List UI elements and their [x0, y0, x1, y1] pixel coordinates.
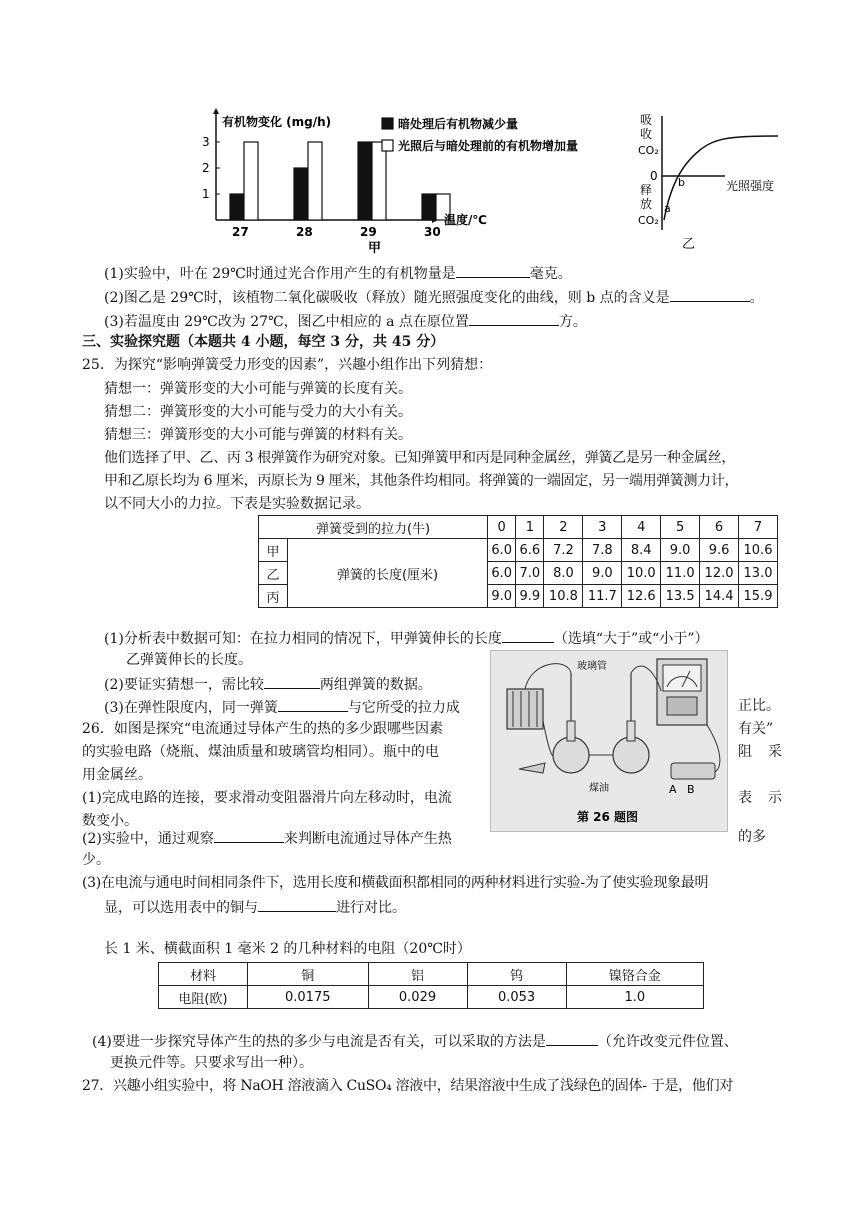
value-cell: 12.0 — [700, 562, 739, 585]
q26-line-2: 的实验电路（烧瓶、煤油质量和玻璃管均相同）。瓶中的电 — [82, 744, 439, 760]
legend-swatch — [382, 140, 393, 151]
header-cell: 铝 — [368, 963, 467, 986]
q26-1-end2: 示 — [768, 790, 782, 806]
spring-data-table — [258, 515, 778, 608]
row-name: 丙 — [259, 585, 288, 608]
header-cell: 钨 — [467, 963, 566, 986]
q26-2: (2)实验中，通过观察 来判断电流通过导体产生热 — [82, 831, 452, 847]
answer-blank[interactable] — [469, 313, 559, 326]
q25-3: (3)在弹性限度内，同一弹簧 与它所受的拉力成 — [104, 700, 460, 716]
answer-blank[interactable] — [670, 289, 750, 302]
x-tick-label: 30 — [424, 225, 441, 239]
ylabel-top-1: 吸 — [640, 113, 653, 127]
resistance-table — [158, 962, 704, 1009]
q26-3-cont: 显，可以选用表中的铜与 进行对比。 — [104, 900, 406, 916]
figure-caption-jia: 甲 — [368, 241, 382, 254]
value-cell: 9.0 — [488, 585, 516, 608]
value-cell: 10.6 — [738, 539, 777, 562]
row-name: 乙 — [259, 562, 288, 585]
q25-paragraph-3: 以不同大小的力拉。下表是实验数据记录。 — [104, 496, 370, 512]
q26-1-cont: 数变小。 — [82, 813, 138, 829]
header-cell: 铜 — [248, 963, 369, 986]
row-name: 甲 — [259, 539, 288, 562]
guess-2: 猜想二：弹簧形变的大小可能与受力的大小有关。 — [104, 404, 412, 420]
q25-3-end: 正比。 — [738, 698, 780, 714]
force-cell: 3 — [583, 516, 622, 539]
force-cell: 4 — [622, 516, 661, 539]
q26-line-2-end2: 采 — [768, 744, 782, 760]
flask-icon — [553, 737, 589, 773]
table-row — [159, 986, 704, 1009]
bar — [308, 142, 322, 220]
bar — [422, 194, 436, 220]
value-cell: 10.0 — [622, 562, 661, 585]
rheostat-icon — [671, 763, 715, 779]
y-axis-arrow — [213, 108, 219, 114]
header-cell: 镍铬合金 — [566, 963, 703, 986]
circuit-figure — [490, 650, 728, 832]
answer-blank[interactable] — [214, 830, 284, 843]
bar — [372, 142, 386, 220]
answer-blank[interactable] — [258, 899, 336, 912]
answer-blank[interactable] — [278, 699, 348, 712]
q25-paragraph-2: 甲和乙原长均为 6 厘米，丙原长为 9 厘米，其他条件均相同。将弹簧的一端固定，另一端用弹簧测力计， — [104, 473, 739, 489]
flask-icon — [613, 737, 649, 773]
bar — [244, 142, 258, 220]
value-cell: 15.9 — [738, 585, 777, 608]
label-a: A — [669, 783, 677, 796]
y-axis-label: 有机物变化 (mg/h) — [222, 115, 332, 129]
q24-1: (1)实验中，叶在 29℃时通过光合作用产生的有机物量是 毫克。 — [104, 266, 572, 282]
value-cell: 9.6 — [700, 539, 739, 562]
value-cell: 7.2 — [544, 539, 583, 562]
point-label-b: b — [678, 176, 685, 189]
q26-1-end1: 表 — [738, 790, 752, 806]
q26-line-3: 用金属丝。 — [82, 767, 152, 783]
battery-icon — [507, 689, 543, 729]
q25-title: 25．为探究“影响弹簧受力形变的因素”，兴趣小组作出下列猜想： — [82, 357, 493, 373]
x-tick-label: 27 — [232, 225, 249, 239]
force-cell: 6 — [700, 516, 739, 539]
origin-label: 0 — [650, 169, 658, 183]
q24-3: (3)若温度由 29℃改为 27℃，图乙中相应的 a 点在原位置 方。 — [104, 314, 587, 330]
x-axis-label: 温度/℃ — [444, 213, 487, 227]
y-tick-label: 3 — [202, 135, 210, 149]
row-label: 电阻(欧) — [159, 986, 248, 1009]
force-cell: 0 — [488, 516, 516, 539]
figure-caption-yi: 乙 — [682, 237, 696, 252]
value-cell: 1.0 — [566, 986, 703, 1009]
header-cell: 材料 — [159, 963, 248, 986]
value-cell: 12.6 — [622, 585, 661, 608]
value-cell: 7.0 — [516, 562, 544, 585]
bar-chart-jia — [200, 104, 620, 254]
force-cell: 2 — [544, 516, 583, 539]
force-cell: 7 — [738, 516, 777, 539]
q25-2: (2)要证实猜想一，需比较 两组弹簧的数据。 — [104, 677, 432, 693]
table-row — [259, 539, 778, 562]
co2-curve-yi — [630, 108, 790, 254]
answer-blank[interactable] — [456, 265, 530, 278]
q25-paragraph-1: 他们选择了甲、乙、丙 3 根弹簧作为研究对象。已知弹簧甲和丙是同种金属丝，弹簧乙是另一种金属丝， — [104, 450, 736, 466]
value-cell: 8.4 — [622, 539, 661, 562]
value-cell: 9.9 — [516, 585, 544, 608]
point-label-a: a — [664, 202, 671, 215]
q27-line-1: 27．兴趣小组实验中，将 NaOH 溶液滴入 CuSO₄ 溶液中，结果溶液中生成了浅绿色的固体- 于是，他们对 — [82, 1078, 733, 1094]
ylabel-bot-1: 释 — [640, 183, 653, 197]
header-force-label: 弹簧受到的拉力(牛) — [259, 516, 488, 539]
value-cell: 0.0175 — [248, 986, 369, 1009]
bar — [230, 194, 244, 220]
legend-swatch — [382, 118, 393, 129]
bar — [358, 142, 372, 220]
q26-1: (1)完成电路的连接，要求滑动变阻器滑片向左移动时，电流 — [82, 790, 452, 806]
force-cell: 1 — [516, 516, 544, 539]
force-cell: 5 — [661, 516, 700, 539]
value-cell: 0.053 — [467, 986, 566, 1009]
section-heading-3: 三、实验探究题（本题共 4 小题，每空 3 分，共 45 分） — [82, 334, 445, 350]
ylabel-bot-2: 放 — [640, 197, 653, 211]
label-b: B — [687, 783, 695, 796]
q26-2-cont: 少。 — [82, 852, 110, 868]
value-cell: 13.5 — [661, 585, 700, 608]
q26-3: (3)在电流与通电时间相同条件下，选用长度和横截面积都相同的两种材料进行实验-为了使实验现象最明 — [82, 875, 709, 891]
q25-1-cont: 乙弹簧伸长的长度。 — [126, 652, 252, 668]
y-tick-label: 1 — [202, 187, 210, 201]
length-label: 弹簧的长度(厘米) — [288, 539, 488, 608]
answer-blank[interactable] — [546, 1033, 598, 1046]
x-tick-label: 29 — [360, 225, 377, 239]
value-cell: 9.0 — [661, 539, 700, 562]
value-cell: 11.7 — [583, 585, 622, 608]
q24-2: (2)图乙是 29℃时，该植物二氧化碳吸收（释放）随光照强度变化的曲线，则 b 点的含义是 。 — [104, 290, 764, 306]
ylabel-top-3: CO₂ — [638, 144, 659, 157]
value-cell: 6.0 — [488, 539, 516, 562]
q25-1: (1)分析表中数据可知：在拉力相同的情况下，甲弹簧伸长的长度 （选填“大于”或“小于”） — [104, 631, 709, 647]
value-cell: 9.0 — [583, 562, 622, 585]
legend-label: 光照后与暗处理前的有机物增加量 — [398, 139, 579, 153]
q26-line-1-end: 有关” — [738, 721, 774, 737]
figure-caption-26: 第 26 题图 — [577, 810, 639, 824]
value-cell: 7.8 — [583, 539, 622, 562]
guess-1: 猜想一：弹簧形变的大小可能与弹簧的长度有关。 — [104, 381, 412, 397]
value-cell: 8.0 — [544, 562, 583, 585]
q26-line-2-end1: 阻 — [738, 744, 752, 760]
label-kerosene: 煤油 — [589, 783, 609, 794]
answer-blank[interactable] — [502, 630, 554, 643]
value-cell: 0.029 — [368, 986, 467, 1009]
x-tick-label: 28 — [296, 225, 313, 239]
y-tick-label: 2 — [202, 161, 210, 175]
value-cell: 14.4 — [700, 585, 739, 608]
value-cell: 10.8 — [544, 585, 583, 608]
resistance-table-caption: 长 1 米、横截面积 1 毫米 2 的几种材料的电阻（20℃时） — [104, 941, 471, 957]
ylabel-top-2: 收 — [640, 127, 653, 141]
table-row — [159, 963, 704, 986]
value-cell: 11.0 — [661, 562, 700, 585]
guess-3: 猜想三：弹簧形变的大小可能与弹簧的材料有关。 — [104, 427, 412, 443]
q26-4: (4)要进一步探究导体产生的热的多少与电流是否有关，可以采取的方法是 （允许改变元件位置、 — [92, 1034, 738, 1050]
value-cell: 13.0 — [738, 562, 777, 585]
q26-2-end: 的多 — [738, 829, 766, 845]
label-glass-tube: 玻璃管 — [577, 661, 607, 672]
legend-label: 暗处理后有机物减少量 — [398, 117, 519, 131]
answer-blank[interactable] — [264, 676, 320, 689]
ylabel-bot-3: CO₂ — [638, 214, 659, 227]
q26-4-cont: 更换元件等。只要求写出一种）。 — [110, 1055, 313, 1071]
q26-line-1: 26．如图是探究“电流通过导体产生的热的多少跟哪些因素 — [82, 721, 443, 737]
x-axis-label: 光照强度 — [726, 179, 775, 193]
value-cell: 6.0 — [488, 562, 516, 585]
table-row — [259, 516, 778, 539]
bar — [294, 168, 308, 220]
value-cell: 6.6 — [516, 539, 544, 562]
